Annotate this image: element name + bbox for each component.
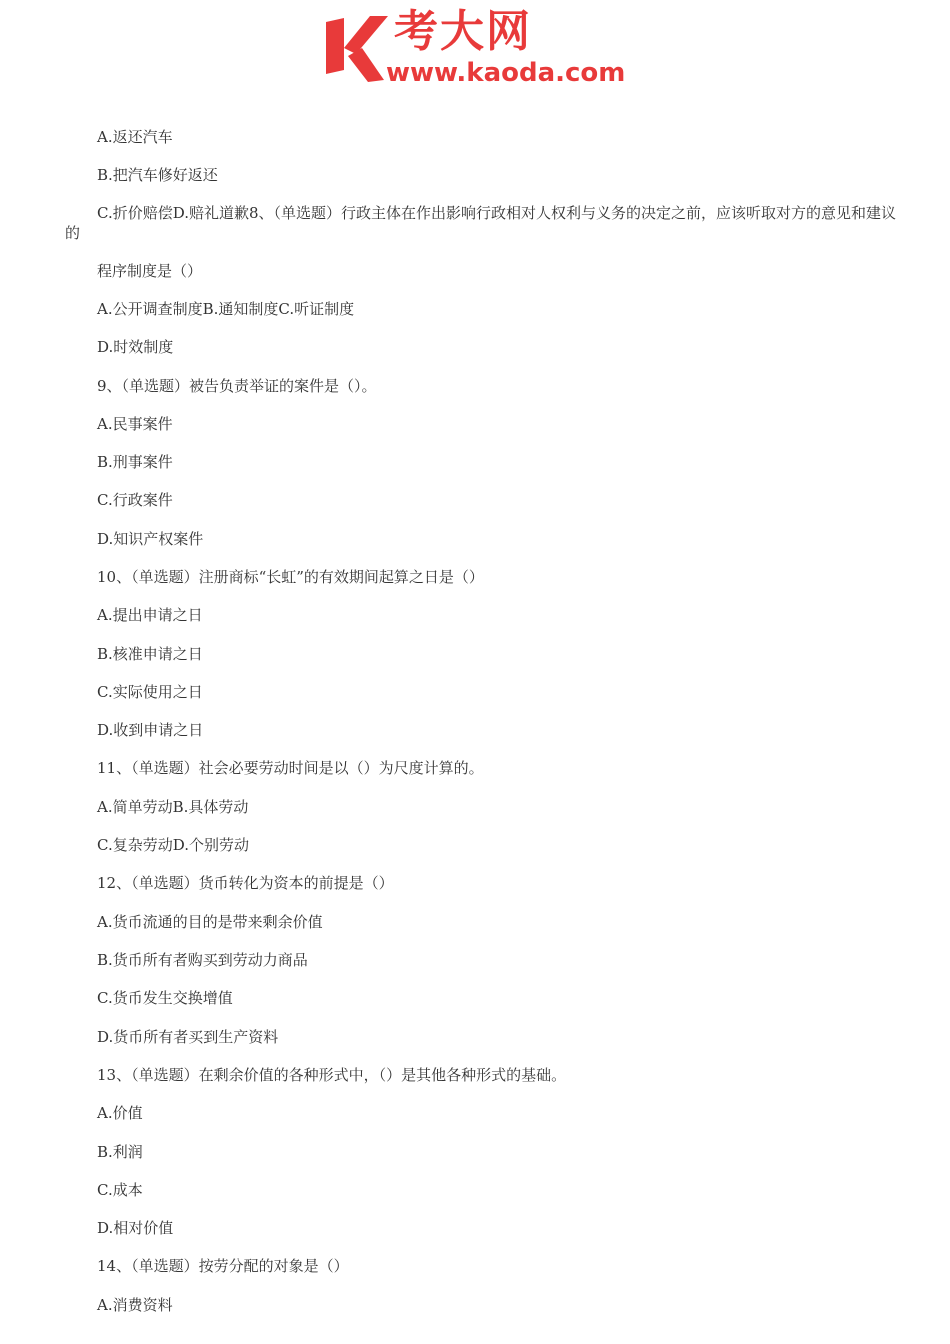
question-11-title: 11、（单选题）社会必要劳动时间是以（）为尺度计算的。 xyxy=(97,759,484,777)
question-13-option-b: B.利润 xyxy=(97,1143,143,1161)
question-9-option-c: C.行政案件 xyxy=(97,491,173,509)
question-10-option-c: C.实际使用之日 xyxy=(97,683,203,701)
option-a-return-car: A.返还汽车 xyxy=(97,128,173,146)
question-8-option-d: D.时效制度 xyxy=(97,338,174,356)
logo-url: www.kaoda.com xyxy=(386,58,626,88)
question-14-title: 14、（单选题）按劳分配的对象是（） xyxy=(97,1257,349,1275)
option-b-repair-car: B.把汽车修好返还 xyxy=(97,166,218,184)
question-11-options-cd: C.复杂劳动D.个别劳动 xyxy=(97,836,249,854)
question-13-option-d: D.相对价值 xyxy=(97,1219,174,1237)
question-9-option-a: A.民事案件 xyxy=(97,415,173,433)
question-12-option-b: B.货币所有者购买到劳动力商品 xyxy=(97,951,308,969)
k-logo-icon xyxy=(322,8,392,88)
question-9-title: 9、（单选题）被告负责举证的案件是（）。 xyxy=(97,377,377,395)
question-12-option-c: C.货币发生交换增值 xyxy=(97,989,233,1007)
question-10-option-a: A.提出申请之日 xyxy=(97,606,203,624)
question-9-option-b: B.刑事案件 xyxy=(97,453,173,471)
question-14-option-a: A.消费资料 xyxy=(97,1296,173,1314)
question-12-option-d: D.货币所有者买到生产资料 xyxy=(97,1028,279,1046)
question-13-option-c: C.成本 xyxy=(97,1181,143,1199)
question-8-text: C.折价赔偿D.赔礼道歉8、（单选题）行政主体在作出影响行政相对人权利与义务的决定之前，应该听取对方的意见和建议的 xyxy=(65,204,897,242)
question-8-options-abc: A.公开调查制度B.通知制度C.听证制度 xyxy=(97,300,355,318)
logo-title: 考大网 xyxy=(394,6,532,57)
question-10-title: 10、（单选题）注册商标“长虹”的有效期间起算之日是（） xyxy=(97,568,484,586)
question-13-title: 13、（单选题）在剩余价值的各种形式中，（）是其他各种形式的基础。 xyxy=(97,1066,567,1084)
question-12-title: 12、（单选题）货币转化为资本的前提是（） xyxy=(97,874,394,892)
question-9-option-d: D.知识产权案件 xyxy=(97,530,204,548)
question-10-option-b: B.核准申请之日 xyxy=(97,645,203,663)
kaoda-logo[interactable] xyxy=(322,6,642,90)
question-10-option-d: D.收到申请之日 xyxy=(97,721,204,739)
question-13-option-a: A.价值 xyxy=(97,1104,143,1122)
question-8-continued: 程序制度是（） xyxy=(97,262,203,280)
question-12-option-a: A.货币流通的目的是带来剩余价值 xyxy=(97,913,323,931)
question-11-options-ab: A.简单劳动B.具体劳动 xyxy=(97,798,249,816)
